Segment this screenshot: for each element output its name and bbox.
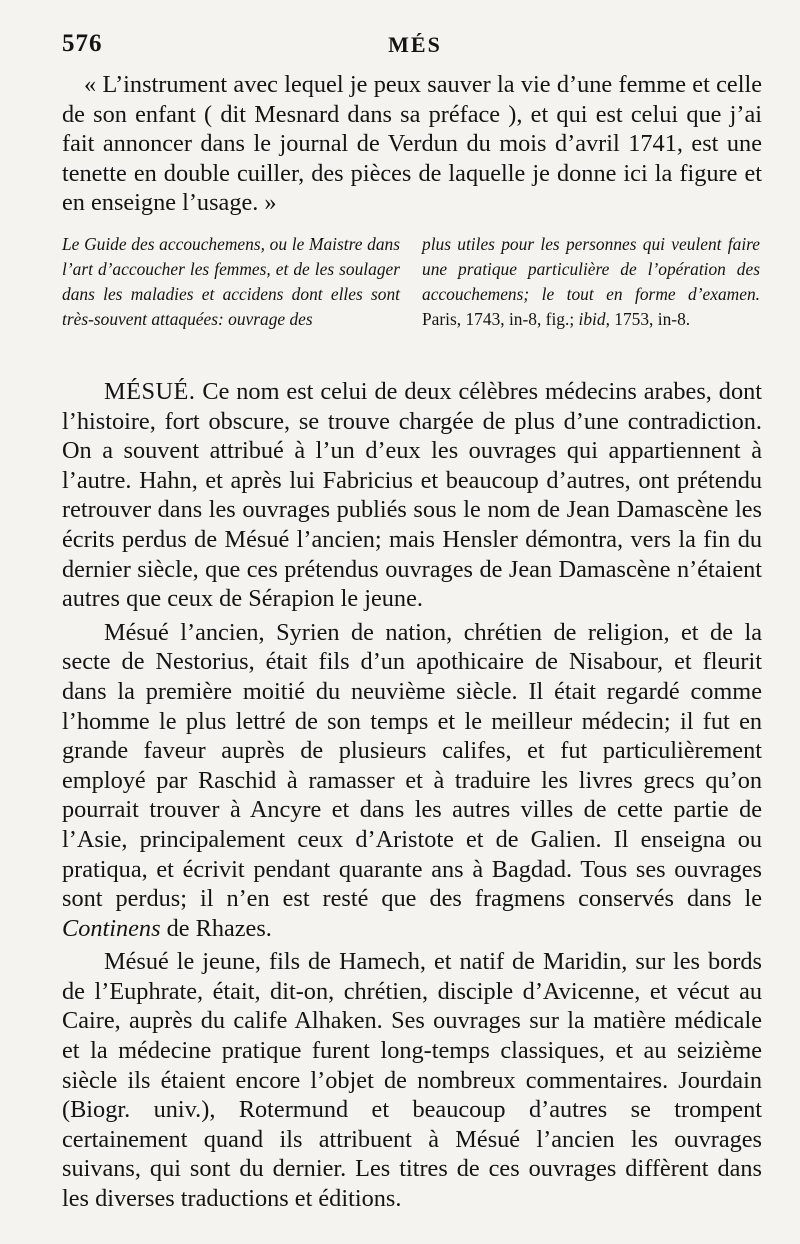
bibliography-left-column	[62, 232, 400, 332]
bibliography-imprint: Paris, 1743, in-8, fig.;	[422, 309, 579, 329]
bibliography-ibid: ibid	[578, 309, 606, 329]
entry-paragraph-1-text: Ce nom est celui de deux célèbres médecins arabes, dont l’histoire, fort obscure, se trouve chargée de plus d’une contradiction. On a souvent attribué à l’un d’eux les ouvrages qui appartiennent à l’autre. Hahn, et après lui Fabricius et beaucoup d’autres, ont prétendu retrouver dans les ouvrages publiés sous le nom de Jean Damascène les écrits perdus de Mésué l’ancien; mais Hensler démontra, vers la fin du dernier siècle, que ces prétendus ouvrages de Jean Damascène n’étaient autres que ceux de Sérapion le jeune.	[62, 378, 762, 613]
entry-paragraph-2-end: de Rhazes.	[160, 914, 272, 942]
entry-paragraph-3: Mésué le jeune, fils de Hamech, et natif de Maridin, sur les bords de l’Euphrate, était, dit-on, chrétien, disciple d’Avicenne, et vécut au Caire, auprès du calife Alhaken. Ses ouvrages sur la matière médicale et la médecine pratique furent long-temps classiques, et au seizième siècle ils étaient encore l’objet de nombreux commentaires. Jourdain (Biogr. univ.), Rotermund et beaucoup d’autres se trompent certainement quand ils attribuent à Mésué l’ancien les ouvrages suivans, qui sont du dernier. Les titres de ces ouvrages diffèrent dans les diverses traductions et éditions.	[62, 948, 762, 1213]
entry-mesue	[62, 377, 762, 1218]
bibliography-right-text	[422, 232, 760, 332]
entry-headword: MÉSUÉ.	[104, 378, 196, 405]
page-number: 576	[62, 30, 103, 57]
running-head	[62, 30, 768, 60]
continens-title: Continens	[62, 914, 161, 942]
running-title: MÉS	[388, 32, 442, 57]
quote-text: « L’instrument avec lequel je peux sauver la vie d’une femme et celle de son enfant ( dit Mesnard dans sa préface ), et qui est celui que j’ai fait annoncer dans le journal de Verdun du mois d’avril 1741, est une tenette en double cuiller, des pièces de laquelle je donne ici la figure et en enseigne l’usage. »	[62, 71, 762, 217]
bibliography-note	[62, 232, 760, 332]
quotation-paragraph	[62, 70, 762, 218]
entry-paragraph-2	[62, 618, 762, 944]
entry-paragraph-1	[62, 377, 762, 614]
bibliography-title-end: plus utiles pour les personnes qui veulent faire une pratique particulière de l’opération des accouchemens; le tout en forme d’examen.	[422, 234, 760, 304]
bibliography-imprint-2: , 1753, in-8.	[605, 309, 691, 329]
entry-paragraph-2-text: Mésué l’ancien, Syrien de nation, chrétien de religion, et de la secte de Nestorius, était fils d’un apothicaire de Nisabour, et fleurit dans la première moitié du neuvième siècle. Il était regardé comme l’homme le plus lettré de son temps et le meilleur médecin; il fut en grande faveur auprès de plusieurs califes, et fut particulièrement employé par Raschid à ramasser et à traduire les livres grecs qu’on pourrait trouver à Ancyre et dans les autres villes de cette partie de l’Asie, principalement ceux d’Aristote et de Galien. Il enseigna ou pratiqua, et écrivit pendant quarante ans à Bagdad. Tous ses ouvrages sont perdus; il n’en est resté que des fragmens conservés dans le	[62, 618, 762, 913]
bibliography-right-column	[422, 232, 760, 332]
bibliography-left-text: Le Guide des accouchemens, ou le Maistre dans l’art d’accoucher les femmes, et de les soulager dans les maladies et accidens dont elles sont très-souvent attaquées: ouvrage des	[62, 234, 400, 329]
